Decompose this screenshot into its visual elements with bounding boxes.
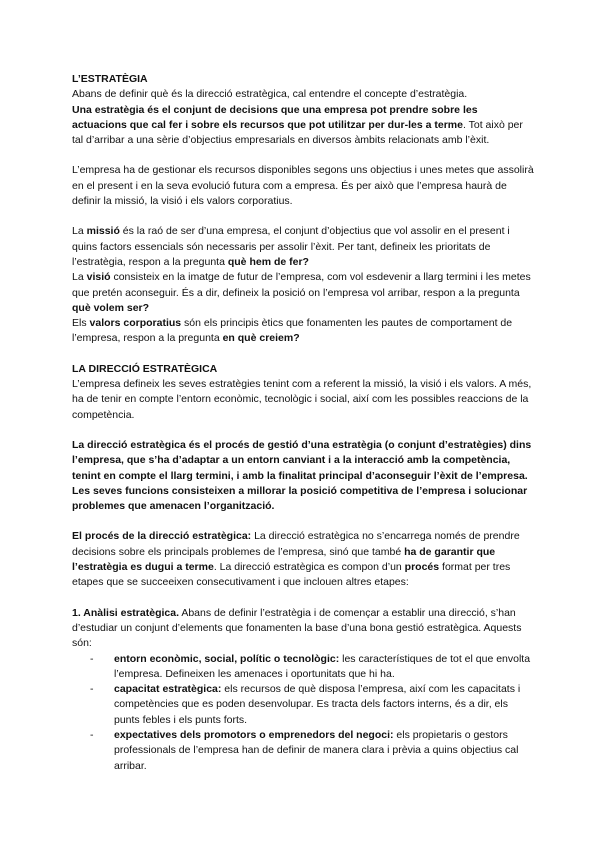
text: els recursos de què disposa l’empresa, així com les capacitats i competències que es poden desenvolupar. Es tracta dels factors interns, és a dir, els punts febles i els punts forts. xyxy=(114,683,521,726)
dash-marker: - xyxy=(90,683,94,696)
bold-definition: Una estratègia és el conjunt de decisions que una empresa pot prendre sobre les actuacions que cal fer i sobre els recursos que pot utilitzar per dur-les a terme xyxy=(72,103,478,131)
text: La xyxy=(72,225,87,238)
bullet-list xyxy=(72,652,534,774)
paragraph-valors xyxy=(72,316,534,347)
text: Abans de definir què és la direcció estratègica, cal entendre el concepte d’estratègia. xyxy=(72,88,468,101)
dash-marker: - xyxy=(90,652,94,665)
text: . La direcció estratègica es compon d’un xyxy=(213,561,405,574)
bold-term: expectatives dels promotors o emprenedors del negoci: xyxy=(114,728,394,741)
bold-term: visió xyxy=(86,271,111,284)
bold-term: valors corporatius xyxy=(89,317,182,330)
paragraph-analisi xyxy=(72,606,534,652)
paragraph-visio xyxy=(72,270,534,316)
paragraph-recursos: L’empresa ha de gestionar els recursos disponibles segons uns objectius i unes metes que assolirà en el present i en la seva evolució futura com a empresa. És per això que l’empresa haurà de definir la missió, la visió i els valors corporatius. xyxy=(72,164,534,208)
paragraph-direccio-definicio xyxy=(72,438,534,514)
bold-term: missió xyxy=(86,225,120,238)
list-item xyxy=(72,728,534,774)
list-item xyxy=(72,682,534,728)
section-heading-direccio: LA DIRECCIÓ ESTRATÈGICA xyxy=(72,362,218,375)
dash-marker: - xyxy=(90,728,94,741)
paragraph-direccio-intro: L’empresa defineix les seves estratègies tenint com a referent la missió, la visió i els valors. A més, ha de tenir en compte l’entorn econòmic, tecnològic i social, així com les possibles reaccions de la competència. xyxy=(72,378,532,421)
bold-definition: La direcció estratègica és el procés de gestió d’una estratègia (o conjunt d’estratègies) dins l’empresa, que s’ha d’adaptar a un entorn canviant i a la interacció amb la competència, tenint en compte el llarg termini, i amb la finalitat principal d’aconseguir l’èxit de l’empresa. Les seves funcions consisteixen a millorar la posició competitiva de l’empresa i solucionar problemes que amenacen l’organització. xyxy=(72,438,532,513)
text: . Tot això per tal d’arribar a una sèrie d’objectius empresarials en diversos àmbits relacionats amb l’èxit. xyxy=(72,118,523,147)
text: format per tres etapes que se succeeixen consecutivament i que inclouen altres etapes: xyxy=(72,561,511,589)
bold-question: què hem de fer? xyxy=(227,255,309,268)
text: consisteix en la imatge de futur de l’empresa, com vol esdevenir a llarg termini i les metes que pretén aconseguir. És a dir, defineix la posició on l’empresa vol arribar, respon a la pregunta xyxy=(72,271,531,299)
bold-term: El procés de la direcció estratègica: xyxy=(72,530,252,543)
text: els propietaris o gestors professionals de l’empresa han de definir de manera clara i prèvia a quins objectius cal arribar. xyxy=(114,728,519,772)
bold-question: què volem ser? xyxy=(72,301,150,314)
text: Abans de definir l’estratègia i de començar a establir una direcció, s’han d’estudiar un conjunt d’elements que fonamenten la base d’una bona gestió estratègica. Aquests són: xyxy=(72,606,522,650)
bold-term: entorn econòmic, social, polític o tecnològic: xyxy=(114,652,340,665)
paragraph-proces xyxy=(72,529,534,590)
bold-question: en què creiem? xyxy=(222,332,300,345)
bold-term: capacitat estratègica: xyxy=(114,683,222,696)
text: Els xyxy=(72,317,90,330)
list-item xyxy=(72,652,534,683)
bold-term: 1. Anàlisi estratègica. xyxy=(72,606,179,619)
paragraph-estrategia-intro xyxy=(72,87,534,148)
text: les característiques de tot el que envolta l’empresa. Defineixen les amenaces i oportunitats que hi ha. xyxy=(114,652,531,680)
text: La direcció estratègica no s’encarrega només de prendre decisions sobre els principals problemes de l’empresa, sinó que també xyxy=(72,530,520,558)
paragraph-missio xyxy=(72,224,534,270)
section-heading-estrategia: L’ESTRATÈGIA xyxy=(72,73,148,85)
bold-term: procés xyxy=(404,561,440,574)
text: La xyxy=(72,271,87,284)
document-page xyxy=(72,72,534,774)
text: són els principis ètics que fonamenten les pautes de comportament de l’empresa, respon a la pregunta xyxy=(72,317,513,345)
bold-term: ha de garantir que l’estratègia es dugui a terme xyxy=(72,545,496,574)
text: és la raó de ser d’una empresa, el conjunt d’objectius que vol assolir en el present i quins factors essencials són necessaris per assolir l’èxit. Per tant, defineix les prioritats de l’estratègia, respon a la pregunta xyxy=(72,225,510,268)
